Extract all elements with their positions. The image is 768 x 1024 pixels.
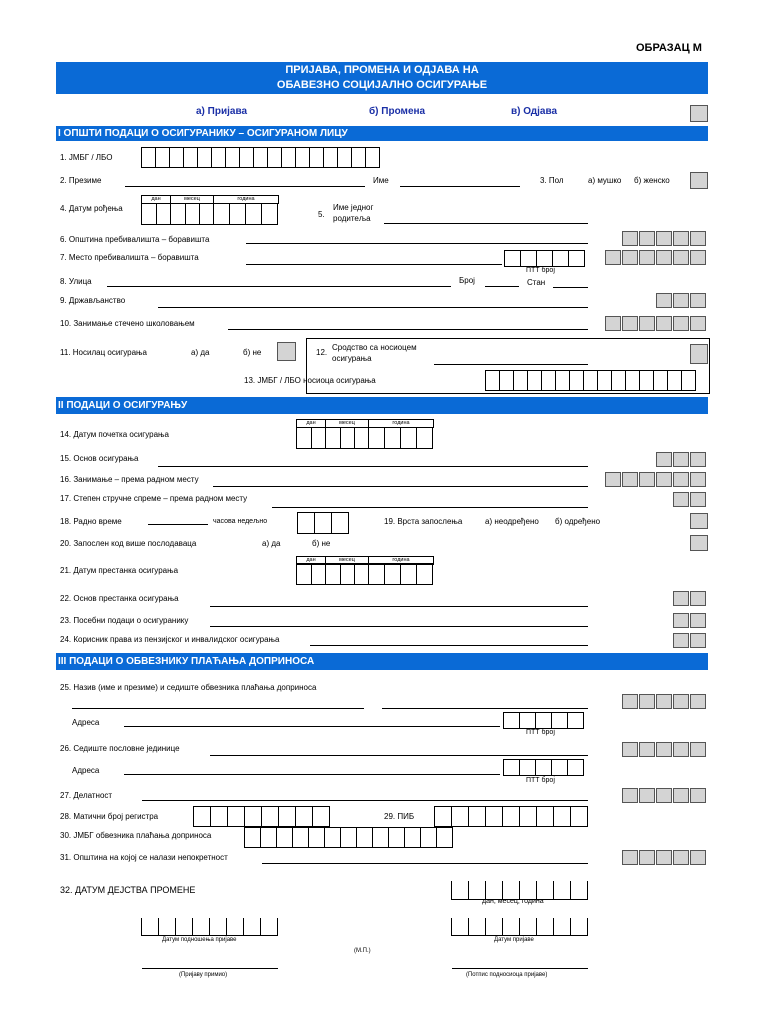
caption-day: дан [297, 557, 326, 564]
business-unit-input[interactable] [210, 755, 588, 756]
multi-employer-yes[interactable]: а) да [262, 539, 281, 548]
pension-rights-box[interactable] [673, 633, 707, 648]
activity-code-box[interactable] [622, 788, 707, 803]
payer-name-input-2[interactable] [382, 708, 588, 709]
field-18-label: 18. Радно време [60, 517, 122, 526]
education-occupation-input[interactable] [228, 329, 588, 330]
start-date-input[interactable] [296, 427, 433, 449]
insured-yes[interactable]: а) да [191, 348, 210, 357]
citizenship-input[interactable] [158, 307, 588, 308]
payer-name-input[interactable] [72, 708, 364, 709]
insurance-basis-box[interactable] [656, 452, 707, 467]
field-13-label: 13. ЈМБГ / ЛБО носиоца осигурања [244, 376, 376, 385]
registration-date-label: Датум пријаве [494, 937, 534, 943]
payer-address-input[interactable] [124, 726, 500, 727]
business-unit-box[interactable] [622, 742, 707, 757]
payer-code-box[interactable] [622, 694, 707, 709]
working-hours-unit: часова недељно [213, 518, 268, 525]
property-municipality-input[interactable] [262, 863, 588, 864]
form-code: ОБРАЗАЦ М [636, 42, 702, 54]
field-1-label: 1. ЈМБГ / ЛБО [60, 153, 113, 162]
relationship-input[interactable] [434, 364, 588, 365]
caption-month: месец [171, 196, 214, 203]
termination-basis-input[interactable] [210, 606, 588, 607]
pib-input[interactable] [434, 806, 588, 827]
qualification-input[interactable] [272, 507, 588, 508]
field-19-label: 19. Врста запослења [384, 517, 463, 526]
relationship-box[interactable] [690, 344, 709, 364]
multi-employer-box[interactable] [690, 535, 709, 551]
field-14-label: 14. Датум почетка осигурања [60, 430, 169, 439]
field-5-num: 5. [318, 210, 325, 219]
ptt-label-25: ПТТ број [526, 729, 555, 736]
field-5-label-b: родитеља [333, 214, 371, 223]
apartment-input[interactable] [553, 287, 588, 288]
unit-address-input[interactable] [124, 774, 500, 775]
caption-day: дан [297, 420, 326, 427]
house-number-input[interactable] [485, 286, 519, 287]
field-10-label: 10. Занимање стечено школовањем [60, 319, 195, 328]
qualification-box[interactable] [673, 492, 707, 507]
ptt-label-7: ПТТ број [526, 267, 555, 274]
form-title-line1: ПРИЈАВА, ПРОМЕНА И ОДЈАВА НА [285, 64, 479, 76]
special-data-input[interactable] [210, 626, 588, 627]
working-hours-input[interactable] [148, 524, 208, 525]
field-17-label: 17. Степен стручне спреме – према радном месту [60, 494, 248, 503]
gender-female[interactable]: б) женско [634, 176, 670, 185]
received-by-label: (Пријаву примио) [179, 972, 228, 978]
insurance-holder-jmbg-input[interactable] [485, 370, 696, 391]
form-title-line2: ОБАВЕЗНО СОЦИЈАЛНО ОСИГУРАЊЕ [276, 79, 488, 91]
field-25-label: 25. Назив (име и презиме) и седиште обвезника плаћања доприноса [60, 683, 317, 692]
field-3-label: 3. Пол [540, 176, 564, 185]
gender-box[interactable] [690, 172, 709, 189]
place-code-box[interactable] [605, 250, 707, 265]
place-input[interactable] [246, 264, 502, 265]
ptt-input-25[interactable] [503, 712, 584, 729]
insured-no[interactable]: б) не [243, 348, 262, 357]
education-code-box[interactable] [605, 316, 707, 331]
registry-number-input[interactable] [193, 806, 330, 827]
apartment-label: Стан [527, 278, 546, 287]
caption-year: година [392, 557, 410, 563]
field-12-num: 12. [316, 348, 328, 357]
field-7-label: 7. Место пребивалишта – боравишта [60, 253, 199, 262]
field-11-label: 11. Носилац осигурања [60, 348, 147, 357]
option-deregistration[interactable]: в) Одјава [511, 106, 558, 117]
submission-date-input[interactable] [141, 918, 278, 936]
received-by-signature-line[interactable] [142, 968, 278, 969]
registration-date-input[interactable] [451, 918, 588, 936]
field-28-label: 28. Матични број регистра [60, 812, 159, 821]
field-9-label: 9. Држављанство [60, 296, 126, 305]
field-20-label: 20. Запослен код више послодаваца [60, 539, 197, 548]
field-22-label: 22. Основ престанка осигурања [60, 594, 179, 603]
end-date-input[interactable] [296, 563, 433, 585]
field-29-label: 29. ПИБ [384, 812, 415, 821]
working-hours-cells[interactable] [297, 512, 349, 534]
termination-basis-box[interactable] [673, 591, 707, 606]
citizenship-code-box[interactable] [656, 293, 707, 308]
field-2-label: 2. Презиме [60, 176, 102, 185]
option-registration[interactable]: а) Пријава [196, 106, 248, 117]
submission-date-label: Датум подношења пријаве [162, 937, 237, 943]
field-32-label: 32. ДАТУМ ДЕЈСТВА ПРОМЕНЕ [60, 885, 196, 895]
applicant-signature-label: (Потпис подносиоца пријаве) [466, 972, 548, 978]
field-31-label: 31. Општина на којој се налази непокретност [60, 853, 228, 862]
section-1-header: I ОПШТИ ПОДАЦИ О ОСИГУРАНИКУ – ОСИГУРАНОМ ЛИЦУ [56, 126, 708, 141]
field-23-label: 23. Посебни подаци о осигуранику [60, 616, 189, 625]
caption-day: дан [142, 196, 171, 203]
field-30-label: 30. ЈМБГ обвезника плаћања доприноса [60, 831, 212, 840]
special-data-box[interactable] [673, 613, 707, 628]
municipality-input[interactable] [246, 243, 588, 244]
field-27-label: 27. Делатност [60, 791, 113, 800]
parent-name-input[interactable] [384, 223, 588, 224]
field-15-label: 15. Основ осигурања [60, 454, 139, 463]
caption-year: година [237, 196, 255, 202]
field-16-label: 16. Занимање – према радном месту [60, 475, 199, 484]
caption-month: месец [326, 557, 369, 564]
municipality-code-box[interactable] [622, 231, 707, 246]
field-26-label: 26. Седиште пословне јединице [60, 744, 180, 753]
multi-employer-no[interactable]: б) не [312, 539, 331, 548]
employment-indefinite[interactable]: а) неодређено [485, 517, 539, 526]
payer-jmbg-input[interactable] [244, 827, 453, 848]
insurance-basis-input[interactable] [158, 466, 588, 467]
form-type-box[interactable] [690, 105, 709, 122]
ptt-input-26[interactable] [503, 759, 584, 776]
surname-input[interactable] [125, 186, 365, 187]
effective-date-caption: дан, месец, година [482, 898, 544, 905]
field-24-label: 24. Корисник права из пензијског и инвалидског осигурања [60, 635, 280, 644]
ptt-input-7[interactable] [504, 250, 585, 267]
field-21-label: 21. Датум престанка осигурања [60, 566, 179, 575]
ptt-label-26: ПТТ број [526, 777, 555, 784]
applicant-signature-line[interactable] [452, 968, 588, 969]
field-5-label-a: Име једног [333, 203, 374, 212]
field-4-label: 4. Датум рођења [60, 204, 123, 213]
field-6-label: 6. Општина пребивалишта – боравишта [60, 235, 210, 244]
property-municipality-box[interactable] [622, 850, 707, 865]
caption-month: месец [326, 420, 369, 427]
activity-input[interactable] [142, 800, 588, 801]
birth-date-input[interactable] [141, 203, 278, 225]
street-input[interactable] [107, 286, 451, 287]
unit-address-label: Адреса [72, 766, 100, 775]
name-label: Име [373, 176, 389, 185]
field-8-label: 8. Улица [60, 277, 92, 286]
insured-box[interactable] [277, 342, 297, 361]
payer-address-label: Адреса [72, 718, 100, 727]
employment-type-box[interactable] [690, 513, 709, 529]
field-12-label-a: Сродство са носиоцем [332, 343, 417, 352]
gender-male[interactable]: а) мушко [588, 176, 622, 185]
caption-year: година [392, 420, 410, 426]
name-input[interactable] [400, 186, 520, 187]
job-occupation-input[interactable] [213, 486, 588, 487]
house-number-label: Број [459, 276, 475, 285]
seal-label: (М.П.) [354, 948, 371, 954]
form-title [56, 62, 708, 94]
field-12-label-b: осигурања [332, 354, 372, 363]
section-2-header: II ПОДАЦИ О ОСИГУРАЊУ [56, 397, 708, 414]
jmbg-input[interactable] [141, 147, 380, 168]
job-occupation-box[interactable] [605, 472, 707, 487]
option-change[interactable]: б) Промена [369, 106, 426, 117]
section-3-header: III ПОДАЦИ О ОБВЕЗНИКУ ПЛАЋАЊА ДОПРИНОСА [56, 653, 708, 670]
pension-rights-input[interactable] [310, 645, 588, 646]
employment-definite[interactable]: б) одређено [555, 517, 601, 526]
